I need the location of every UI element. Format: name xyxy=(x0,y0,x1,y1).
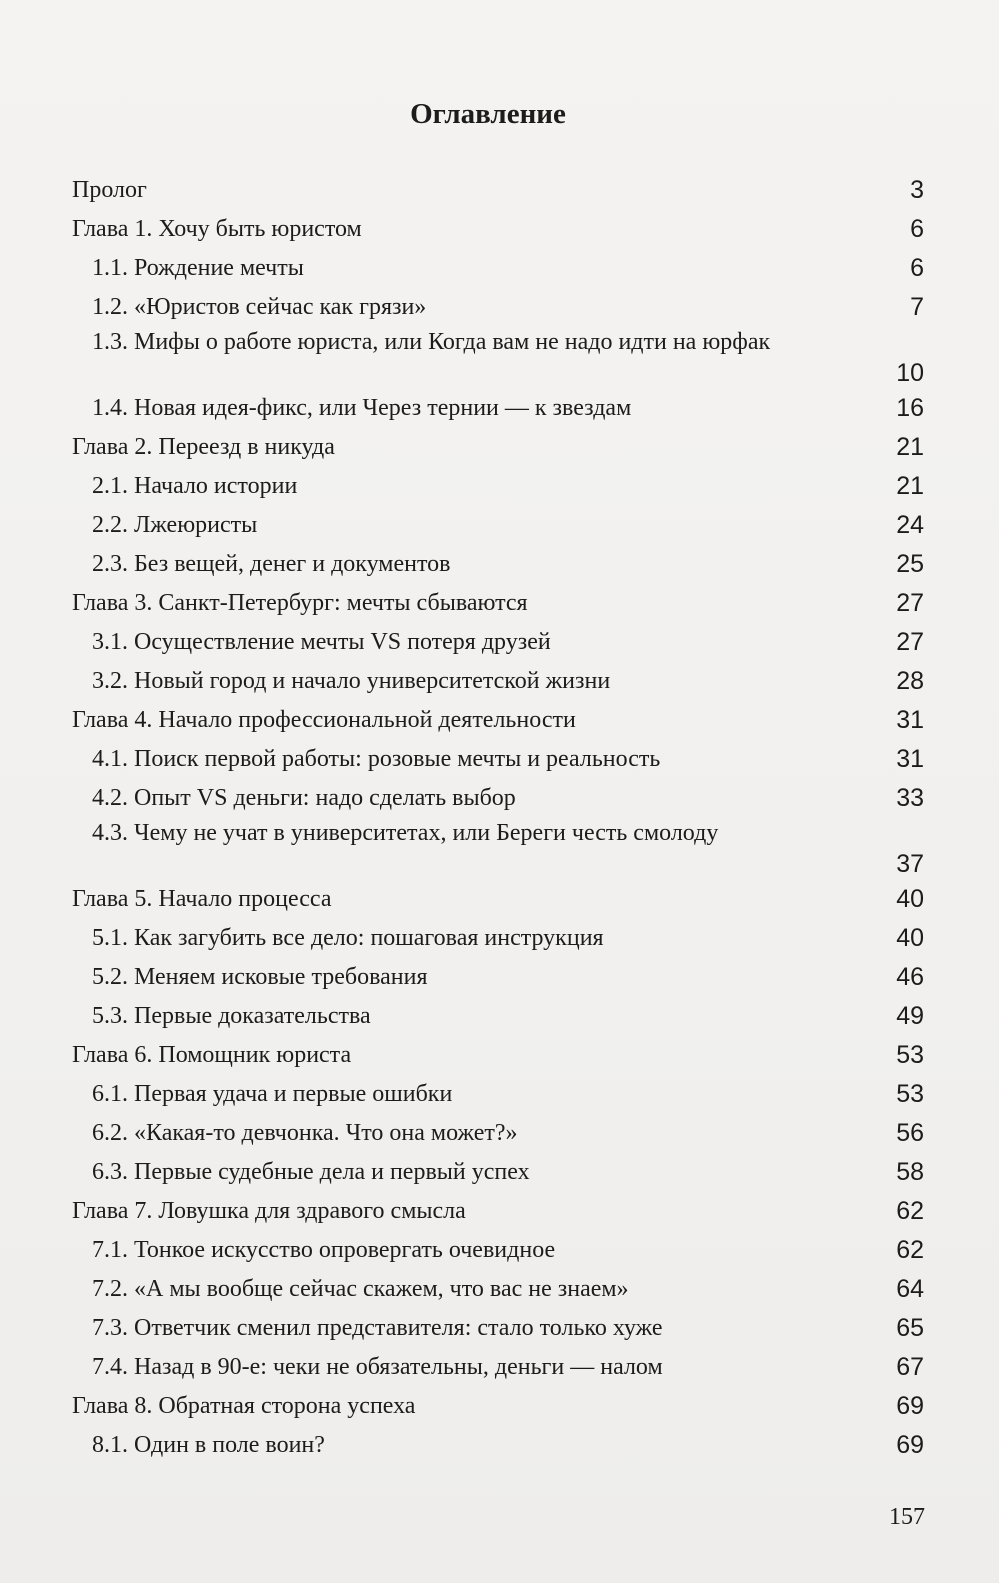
toc-section-entry xyxy=(72,506,924,545)
toc-chapter-entry xyxy=(72,1036,924,1075)
toc-section-entry xyxy=(72,1075,924,1114)
toc-entry-label: Глава 6. Помощник юриста xyxy=(72,1042,352,1068)
toc-section-entry xyxy=(72,958,924,997)
toc-entry-label: 5.2. Меняем исковые требования xyxy=(92,964,428,990)
toc-section-entry xyxy=(72,467,924,506)
table-of-contents xyxy=(72,171,924,1465)
toc-entry-page: 31 xyxy=(896,745,924,773)
toc-section-entry xyxy=(72,1270,924,1309)
toc-entry-label: Глава 1. Хочу быть юристом xyxy=(72,216,362,242)
toc-section-entry xyxy=(72,288,924,327)
toc-entry-label: 1.1. Рождение мечты xyxy=(92,255,304,281)
toc-section-entry xyxy=(72,545,924,584)
toc-entry-page: 24 xyxy=(896,511,924,539)
toc-entry-page: 33 xyxy=(896,784,924,812)
toc-entry-page: 16 xyxy=(896,394,924,422)
toc-entry-page: 62 xyxy=(896,1197,924,1225)
toc-section-entry xyxy=(72,662,924,701)
toc-entry-page: 65 xyxy=(896,1314,924,1342)
toc-entry-page: 69 xyxy=(896,1431,924,1459)
toc-section-entry xyxy=(72,249,924,288)
toc-entry-page: 27 xyxy=(896,628,924,656)
toc-entry-page: 28 xyxy=(896,667,924,695)
toc-entry-label: 3.2. Новый город и начало университетской жизни xyxy=(92,668,611,694)
toc-chapter-entry xyxy=(72,1387,924,1426)
toc-chapter-entry xyxy=(72,1192,924,1231)
toc-entry-label: Пролог xyxy=(72,177,147,203)
toc-entry-label: 6.1. Первая удача и первые ошибки xyxy=(92,1081,453,1107)
toc-section-entry xyxy=(72,740,924,779)
toc-entry-label: 4.3. Чему не учат в университетах, или Береги честь смолоду xyxy=(92,820,719,846)
toc-entry-label: 8.1. Один в поле воин? xyxy=(92,1432,325,1458)
toc-entry-label: 5.3. Первые доказательства xyxy=(92,1003,371,1029)
toc-entry-page: 7 xyxy=(910,293,924,321)
toc-entry-label: Глава 8. Обратная сторона успеха xyxy=(72,1393,416,1419)
toc-entry-page: 37 xyxy=(896,850,924,878)
toc-entry-label: 7.4. Назад в 90-е: чеки не обязательны, деньги — налом xyxy=(92,1354,663,1380)
toc-entry-label: Глава 5. Начало процесса xyxy=(72,886,332,912)
toc-entry-page: 40 xyxy=(896,924,924,952)
toc-chapter-entry xyxy=(72,584,924,623)
toc-entry-page: 56 xyxy=(896,1119,924,1147)
toc-entry-label: Глава 4. Начало профессиональной деятельности xyxy=(72,707,576,733)
toc-section-entry xyxy=(72,389,924,428)
toc-section-entry xyxy=(72,1231,924,1270)
toc-entry-page: 21 xyxy=(896,472,924,500)
toc-entry-label: 1.3. Мифы о работе юриста, или Когда вам не надо идти на юрфак xyxy=(92,329,771,355)
toc-entry-page: 10 xyxy=(896,359,924,387)
page-title: Оглавление xyxy=(410,98,566,130)
toc-entry-label: Глава 3. Санкт-Петербург: мечты сбываются xyxy=(72,590,528,616)
toc-entry-label: 6.3. Первые судебные дела и первый успех xyxy=(92,1159,530,1185)
page-number: 157 xyxy=(889,1504,925,1530)
toc-entry-page: 27 xyxy=(896,589,924,617)
toc-entry-page: 40 xyxy=(896,885,924,913)
toc-section-entry xyxy=(72,818,924,880)
toc-chapter-entry xyxy=(72,428,924,467)
toc-entry-page: 58 xyxy=(896,1158,924,1186)
toc-entry-label: 2.2. Лжеюристы xyxy=(92,512,258,538)
toc-entry-label: 3.1. Осуществление мечты VS потеря друзей xyxy=(92,629,551,655)
toc-section-entry xyxy=(72,1348,924,1387)
toc-section-entry xyxy=(72,1114,924,1153)
toc-section-entry xyxy=(72,327,924,389)
toc-entry-label: 1.2. «Юристов сейчас как грязи» xyxy=(92,294,427,320)
toc-entry-label: 7.2. «А мы вообще сейчас скажем, что вас не знаем» xyxy=(92,1276,629,1302)
toc-chapter-entry xyxy=(72,701,924,740)
toc-entry-label: 5.1. Как загубить все дело: пошаговая инструкция xyxy=(92,925,604,951)
toc-chapter-entry xyxy=(72,880,924,919)
toc-section-entry xyxy=(72,623,924,662)
toc-entry-page: 3 xyxy=(910,176,924,204)
toc-entry-page: 6 xyxy=(910,215,924,243)
toc-entry-page: 67 xyxy=(896,1353,924,1381)
toc-entry-label: 6.2. «Какая-то девчонка. Что она может?» xyxy=(92,1120,518,1146)
toc-entry-label: 7.1. Тонкое искусство опровергать очевидное xyxy=(92,1237,556,1263)
toc-entry-page: 62 xyxy=(896,1236,924,1264)
toc-section-entry xyxy=(72,779,924,818)
toc-section-entry xyxy=(72,997,924,1036)
toc-chapter-entry xyxy=(72,210,924,249)
toc-section-entry xyxy=(72,1309,924,1348)
toc-entry-page: 25 xyxy=(896,550,924,578)
toc-entry-label: Глава 2. Переезд в никуда xyxy=(72,434,335,460)
toc-entry-page: 6 xyxy=(910,254,924,282)
toc-chapter-entry xyxy=(72,171,924,210)
toc-entry-page: 46 xyxy=(896,963,924,991)
toc-entry-page: 53 xyxy=(896,1080,924,1108)
toc-section-entry xyxy=(72,1426,924,1465)
toc-entry-label: 2.1. Начало истории xyxy=(92,473,298,499)
toc-entry-label: 1.4. Новая идея-фикс, или Через тернии — к звездам xyxy=(92,395,632,421)
toc-entry-page: 49 xyxy=(896,1002,924,1030)
toc-entry-page: 31 xyxy=(896,706,924,734)
toc-entry-label: Глава 7. Ловушка для здравого смысла xyxy=(72,1198,466,1224)
toc-entry-label: 4.1. Поиск первой работы: розовые мечты и реальность xyxy=(92,746,661,772)
toc-section-entry xyxy=(72,1153,924,1192)
toc-entry-page: 69 xyxy=(896,1392,924,1420)
toc-entry-page: 21 xyxy=(896,433,924,461)
toc-entry-page: 53 xyxy=(896,1041,924,1069)
toc-entry-label: 7.3. Ответчик сменил представителя: стало только хуже xyxy=(92,1315,663,1341)
toc-entry-label: 4.2. Опыт VS деньги: надо сделать выбор xyxy=(92,785,516,811)
toc-entry-page: 64 xyxy=(896,1275,924,1303)
toc-section-entry xyxy=(72,919,924,958)
toc-entry-label: 2.3. Без вещей, денег и документов xyxy=(92,551,451,577)
